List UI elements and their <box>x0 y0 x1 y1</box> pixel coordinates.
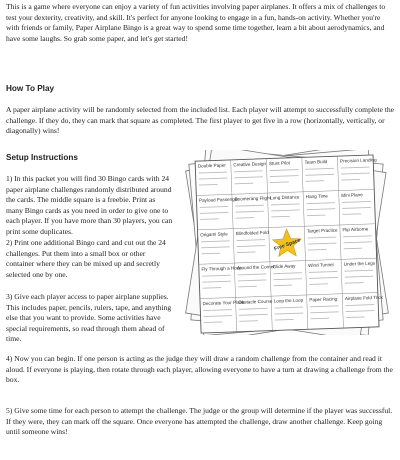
bingo-cell-label: Obstacle Course <box>238 298 273 305</box>
bingo-cell-label: Target Practice <box>306 227 338 234</box>
bingo-cell-label: Paper Racing <box>309 296 338 303</box>
free-space-label: Free Space <box>273 237 302 253</box>
bingo-cell-label: Double Paper <box>197 162 226 169</box>
bingo-cell-label: Payload Passenger <box>198 196 239 203</box>
bingo-cell-label: Airplane Fold Trick <box>344 294 384 302</box>
how-to-play-text: A paper airplane activity will be randomly selected from the included list. Each player will attempt to successfully complete the challenge. If they do, they can mark that square as completed. The first player to get five in a row (horizontally, vertically, or diagonally) wins! <box>6 105 395 136</box>
setup-step-2: 2) Print one additional Bingo card and cut out the 24 challenges. Put them into a small box or other container where they can be mixed up and secretly selected one by one. <box>6 238 166 279</box>
bingo-cell-label: Boomerang Flight <box>234 195 271 202</box>
bingo-cell-label: Glide Away <box>272 263 296 270</box>
bingo-cell-label: Wind Tunnel <box>308 262 334 268</box>
bingo-cell-label: Decorate Your Plane <box>202 299 245 307</box>
setup-heading: Setup Instructions <box>6 153 78 162</box>
bingo-cell-label: Under the Legs <box>343 260 376 267</box>
bingo-cell-label: Mini Plane <box>341 192 363 198</box>
bingo-cell-label: Fly Through a Hoop <box>201 265 242 272</box>
setup-step-3: 3) Give each player access to paper airplane supplies. This includes paper, pencils, rulers, tape, and anything else that you want to provide. Some activities have special requirements, so read through them ahead of time. <box>6 292 172 344</box>
setup-step-5: 5) Give some time for each person to attempt the challenge. The judge or the group will determine if the player was successful. If they were, they can mark off the square. Once everyone has attempted the challenge, draw another challenge. Keep going until someone wins! <box>6 406 393 437</box>
bingo-cell-label: Team Build <box>304 159 328 165</box>
bingo-cell-label: Creative Design <box>233 161 267 168</box>
bingo-cell-label: Origami Style <box>200 231 228 238</box>
setup-step-1: 1) In this packet you will find 30 Bingo cards with 24 paper airplane challenges randomly distributed around the cards. The middle square is a freebie. Print as many Bingo cards as you need in order to give one to each player. If you have more than 30 players, you can print some duplicates. <box>6 174 173 236</box>
intro-paragraph: This is a game where everyone can enjoy a variety of fun activities involving paper airplanes. It offers a mix of challenges to test your dexterity, creativity, and skill. It's perfect for anyone looking to engage in a fun, hands-on activity. Whether you're with friends or family, Paper Airplane Bingo is a great way to spend some time together, learn a bit about aerodynamics, and have some laughs. So grab some paper, and let's get started! <box>6 2 386 43</box>
bingo-cell-label: Hang Time <box>305 193 329 200</box>
setup-step-4: 4) Now you can begin. If one person is acting as the judge they will draw a random challenge from the container and read it aloud. If everyone is playing, then rotate through each player, allowing everyone to have a turn at drawing a challenge from the box. <box>6 354 393 385</box>
bingo-card-stack-illustration <box>176 150 398 335</box>
bingo-cell-label: Precision Landing <box>340 157 377 164</box>
bingo-cell-label: Stunt Pilot <box>268 160 290 167</box>
bingo-cell-label: Long Distance <box>270 194 300 201</box>
how-to-play-heading: How To Play <box>6 84 55 93</box>
bingo-card-front <box>195 155 385 333</box>
bingo-cell-label: Blindfolded Fold <box>235 229 269 237</box>
bingo-cell-label: Loop the Loop <box>273 297 304 304</box>
bingo-cell-label: Flip Airborne <box>342 226 369 233</box>
bingo-cell-label: Around the Corner <box>236 264 275 271</box>
